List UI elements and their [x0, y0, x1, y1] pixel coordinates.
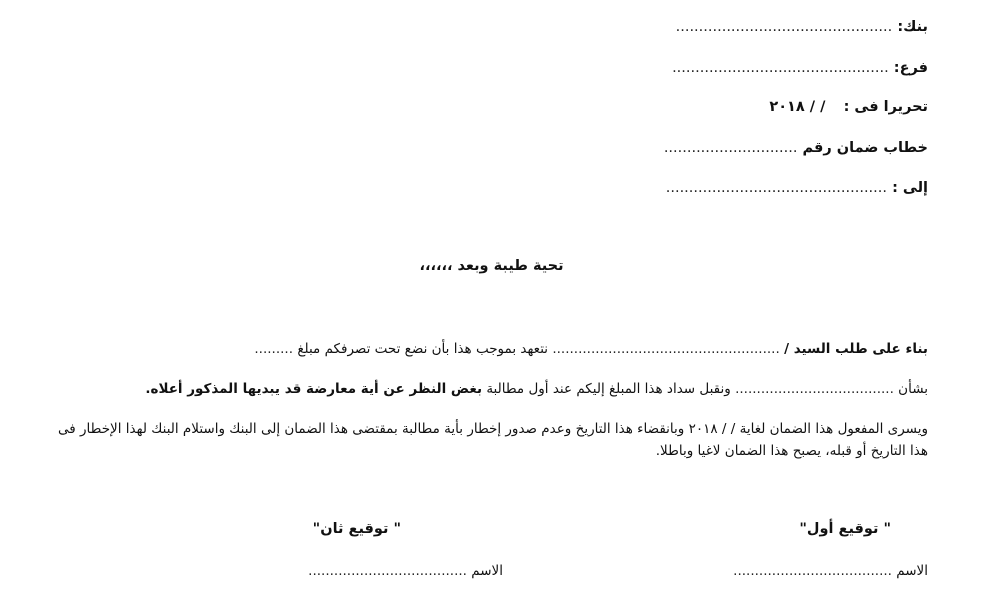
request-dots-1: ..................................................... [552, 341, 780, 357]
second-signature-title: " توقيع ثان" [312, 521, 401, 537]
paragraph-validity: ويسرى المفعول هذا الضمان لغاية / / ٢٠١٨ وبانقضاء هذا التاريخ وعدم صدور إخطار بأية مطالبة بمقتضى هذا الضمان إلى البنك واستلام البنك لهذا الإخطار فى هذا التاريخ أو قبله، يصبح هذا الضمان لاغيا وباطلا. [57, 421, 928, 459]
guarantee-label: خطاب ضمان رقم [802, 140, 928, 156]
guarantee-dots: ............................. [663, 140, 798, 156]
bank-label: بنك: [897, 19, 928, 35]
written-on-line [769, 97, 928, 117]
to-dots: ................................................ [665, 180, 887, 196]
first-signature-name-line [733, 563, 928, 579]
paragraph-payment [48, 378, 928, 400]
payment-bold: بغض النظر عن أية معارضة قد يبديها المذكور أعلاه. [145, 381, 483, 397]
payment-dots: ..................................... [735, 381, 894, 397]
to-line [666, 178, 928, 198]
second-signature-name-line [308, 563, 503, 579]
first-name-dots: ..................................... [733, 563, 892, 579]
written-on-date: / / ٢٠١٨ [769, 99, 826, 115]
request-text: نتعهد بموجب هذا بأن نضع تحت تصرفكم مبلغ [297, 341, 549, 357]
bank-dots: ............................................... [675, 19, 893, 35]
second-name-label: الاسم [471, 563, 503, 579]
greeting: تحية طيبة وبعد ،،،،،، [419, 258, 564, 274]
second-name-dots: ..................................... [308, 563, 467, 579]
first-name-label: الاسم [896, 563, 928, 579]
branch-label: فرع: [893, 60, 928, 76]
request-dots-2: ......... [254, 341, 294, 357]
request-bold: بناء على طلب السيد / [784, 341, 928, 357]
guarantee-number-line [664, 138, 928, 158]
bank-line [676, 17, 928, 37]
branch-dots: ............................................... [672, 60, 889, 76]
branch-line [672, 58, 928, 78]
to-label: إلى : [892, 180, 928, 196]
payment-text: ونقبل سداد هذا المبلغ إليكم عند أول مطالبة [486, 381, 731, 397]
written-on-label: تحريرا فى : [843, 99, 928, 115]
payment-prefix: بشأن [898, 381, 928, 397]
first-signature-title: " توقيع أول" [799, 521, 891, 537]
paragraph-request [48, 338, 928, 360]
